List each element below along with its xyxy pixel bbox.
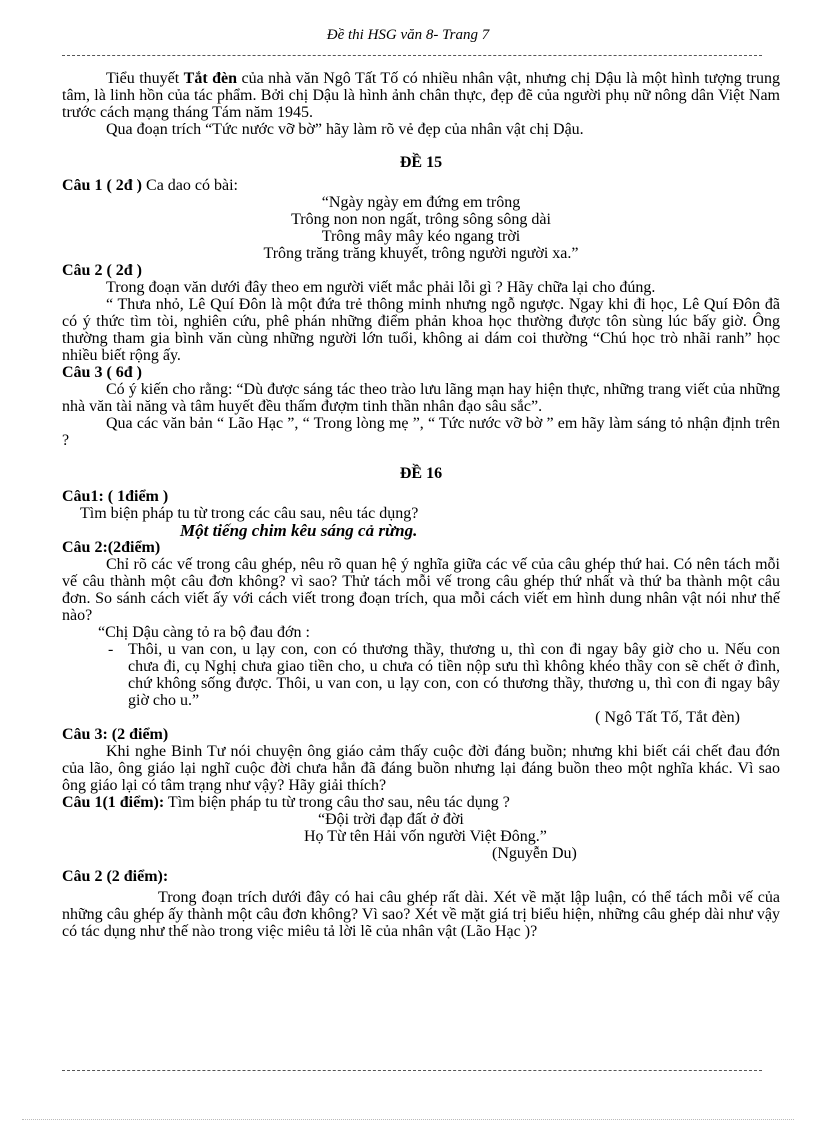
de16-question-1-prompt: Tìm biện pháp tu từ trong các câu sau, nêu tác dụng? [80, 505, 419, 522]
de15-question-1: Câu 1 ( 2đ ) Ca dao có bài: [62, 177, 238, 194]
de16-question-1-label: Câu1: ( 1điểm ) [62, 488, 169, 505]
de15-question-2-label: Câu 2 ( 2đ ) [62, 262, 143, 279]
section-title-de-15: ĐỀ 15 [399, 154, 443, 171]
de15-question-3-label: Câu 3 ( 6đ ) [62, 364, 143, 381]
de16-question-1b-poem-line: Họ Từ tên Hải vốn người Việt Đông.” [304, 828, 547, 845]
de16-question-3-prompt: Khi nghe Binh Tư nói chuyện ông giáo cảm thấy cuộc đời đáng buồn; nhưng khi biết cái chết đau đớn của lão, ông giáo lại nghĩ cuộc đời chưa hẳn đã đáng buồn nhưng lại đáng buồn theo một nghĩa khác. Vì sao ông giáo lại có tâm trạng như vậy? Hãy giải thích? [62, 743, 780, 794]
quote-body: Thôi, u van con, u lạy con, con có thương thầy, thương u, thì con đi ngay bây giờ cho u. Nếu con chưa đi, cụ Nghị chưa giao tiền cho, u chưa có tiền nộp sưu thì không khéo thầy con sẽ chết ở đình, chứ không sống được. Thôi, u van con, u lạy con, con có thương thầy, thương u, thì con đi ngay bây giờ cho u.” [128, 641, 780, 709]
de16-question-2-source: ( Ngô Tất Tố, Tắt đèn) [595, 709, 740, 726]
de16-question-2b-prompt: Trong đoạn trích dưới đây có hai câu ghép rất dài. Xét về mặt lập luận, có thể tách mỗi vế của những câu ghép ấy thành một câu đơn không? Vì sao? Xét về mặt giá trị biểu hiện, những câu ghép dài như vậy có tác dụng như thế nào trong việc miêu tả lời lẽ của nhân vật (Lão Hạc )? [62, 889, 780, 940]
de16-question-1b: Câu 1(1 điểm): Tìm biện pháp tu từ trong câu thơ sau, nêu tác dụng ? [62, 794, 510, 811]
de15-question-3-quote: Có ý kiến cho rằng: “Dù được sáng tác theo trào lưu lãng mạn hay hiện thực, những trang viết của những nhà văn tài năng và tâm huyết đều thấm đượm tinh thần nhân đạo sâu sắc”. [62, 381, 780, 415]
de15-question-2-prompt: Trong đoạn văn dưới đây theo em người viết mắc phải lỗi gì ? Hãy chữa lại cho đúng. [106, 279, 656, 296]
poem-line: Trông mây mây kéo ngang trời [321, 228, 521, 245]
de16-question-1b-poem-line: “Đội trời đạp đất ở đời [318, 811, 464, 828]
de16-question-1b-source: (Nguyễn Du) [492, 845, 577, 862]
intro-paragraph-2: Qua đoạn trích “Tức nước vỡ bờ” hãy làm rõ vẻ đẹp của nhân vật chị Dậu. [106, 121, 584, 138]
section-title-de-16: ĐỀ 16 [399, 465, 443, 482]
de16-question-2-label: Câu 2:(2điểm) [62, 539, 161, 556]
page-edge-dotted-line [22, 1119, 794, 1120]
de16-question-3-label: Câu 3: (2 điểm) [62, 726, 169, 743]
poem-line: Trông trăng trăng khuyết, trông người người xa.” [263, 245, 579, 262]
de16-question-2b-label: Câu 2 (2 điểm): [62, 868, 169, 885]
de15-poem [62, 194, 780, 262]
de16-question-2-quote [62, 641, 780, 709]
poem-line: “Ngày ngày em đứng em trông [321, 194, 521, 211]
de16-question-2-prompt: Chỉ rõ các vế trong câu ghép, nêu rõ quan hệ ý nghĩa giữa các vế của câu ghép thứ hai. Có nên tách mỗi vế câu thành một câu đơn không? vì sao? Thử tách mỗi vế trong câu ghép thứ nhất và thứ ba thành một câu đơn. So sánh cách viết ấy với cách viết trong đoạn trích, qua mỗi cách viết em hình dung nhân vật nói như thế nào? [62, 556, 780, 624]
list-dash: - [108, 641, 114, 658]
de15-question-2-passage: “ Thưa nhỏ, Lê Quí Đôn là một đứa trẻ thông minh nhưng ngỗ ngược. Ngay khi đi học, Lê Quí Đôn đã có ý thức tìm tòi, nghiên cứu, phê phán những điểm phản khoa học thường được tôn sùng lúc bấy giờ. Ông thường tham gia bình văn cùng những người lớn tuổi, không ai dám coi thường “Chú học trò nhãi ranh” học nhiều biết rộng ấy. [62, 296, 780, 364]
novel-title: Tắt đèn [183, 70, 238, 87]
de15-question-3-prompt: Qua các văn bản “ Lão Hạc ”, “ Trong lòng mẹ ”, “ Tức nước vỡ bờ ” em hãy làm sáng tỏ nhận định trên ? [62, 415, 780, 449]
document-body [62, 70, 780, 940]
top-divider [62, 55, 762, 56]
poem-line: Trông non non ngất, trông sông sông dài [291, 211, 551, 228]
bottom-divider [62, 1070, 762, 1071]
page-header: Đề thi HSG văn 8- Trang 7 [326, 27, 490, 43]
intro-paragraph-1: Tiểu thuyết Tắt đèn của nhà văn Ngô Tất Tố có nhiều nhân vật, nhưng chị Dậu là một hình tượng trung tâm, là linh hồn của tác phẩm. Bởi chị Dậu là hình ảnh chân thực, đẹp đẽ của người phụ nữ nông dân Việt Nam trước cách mạng tháng Tám năm 1945. [62, 70, 781, 121]
de16-question-1-example: Một tiếng chim kêu sáng cả rừng. [180, 521, 418, 540]
de16-question-2-quote-intro: “Chị Dậu càng tỏ ra bộ đau đớn : [98, 624, 310, 641]
